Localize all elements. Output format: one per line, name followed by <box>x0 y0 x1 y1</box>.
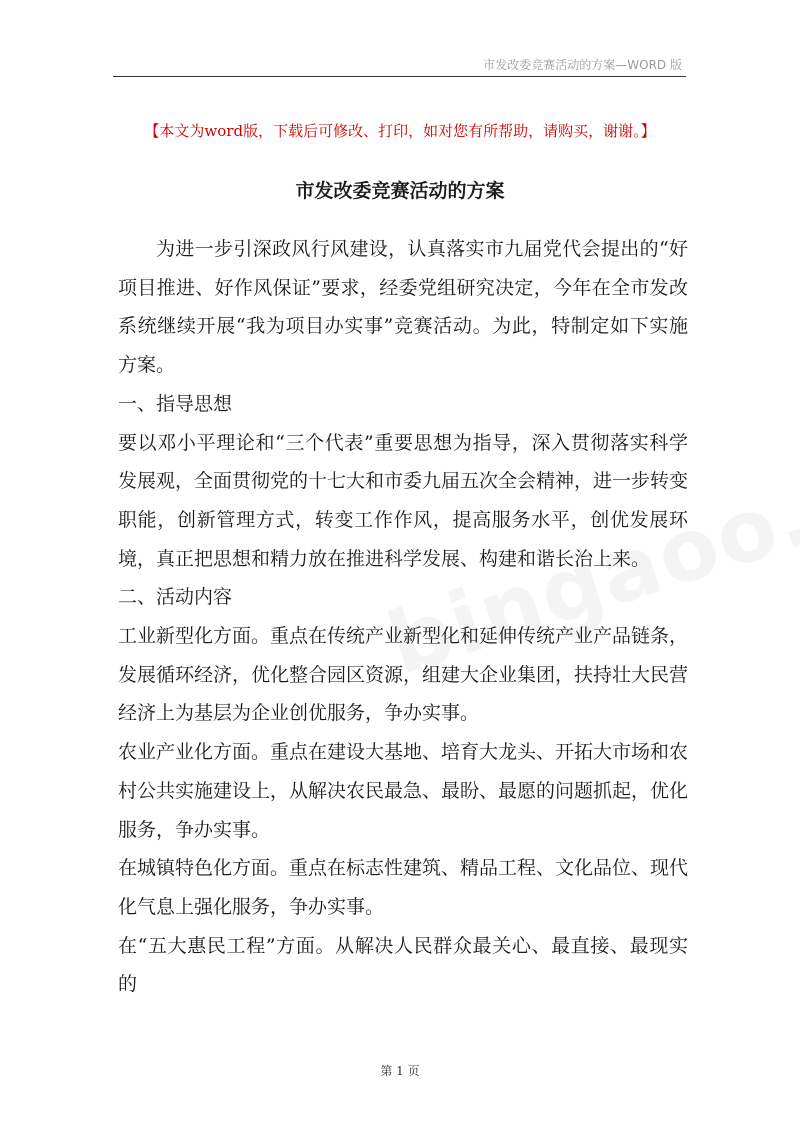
section-heading-guiding-ideology: 一、指导思想 <box>118 392 233 415</box>
welfare-paragraph: 在“五大惠民工程”方面。从解决人民群众最关心、最直接、最现实的 <box>118 934 688 996</box>
urban-paragraph: 在城镇特色化方面。重点在标志性建筑、精品工程、文化品位、现代化气息上强化服务，争办实事。 <box>118 857 689 918</box>
document-body <box>118 230 688 1004</box>
intro-paragraph: 为进一步引深政风行风建设，认真落实市九届党代会提出的“好项目推进、好作风保证”要求，经委党组研究决定，今年在全市发改系统继续开展“我为项目办实事”竞赛活动。为此，特制定如下实施方案。 <box>118 238 688 377</box>
page-number: 第 1 页 <box>380 1064 420 1078</box>
industry-paragraph: 工业新型化方面。重点在传统产业新型化和延伸传统产业产品链条，发展循环经济，优化整合园区资源，组建大企业集团，扶持壮大民营经济上为基层为企业创优服务，争办实事。 <box>118 625 689 725</box>
section-heading-activity-content: 二、活动内容 <box>118 586 233 609</box>
guiding-ideology-paragraph: 要以邓小平理论和“三个代表”重要思想为指导，深入贯彻落实科学发展观，全面贯彻党的十七大和市委九届五次全会精神，进一步转变职能，创新管理方式，转变工作作风，提高服务水平，创优发展环境，真正把思想和精力放在推进科学发展、构建和谐长治上来。 <box>118 431 689 570</box>
agriculture-paragraph: 农业产业化方面。重点在建设大基地、培育大龙头、开拓大市场和农村公共实施建设上，从解决农民最急、最盼、最愿的问题抓起，优化服务，争办实事。 <box>118 741 689 841</box>
document-title: 市发改委竞赛活动的方案 <box>295 180 505 202</box>
running-header: 市发改委竞赛活动的方案—WORD 版 <box>483 58 682 72</box>
header-divider <box>113 76 686 77</box>
purchase-notice: 【本文为word版，下载后可修改、打印，如对您有所帮助，请购买，谢谢。】 <box>144 122 656 140</box>
